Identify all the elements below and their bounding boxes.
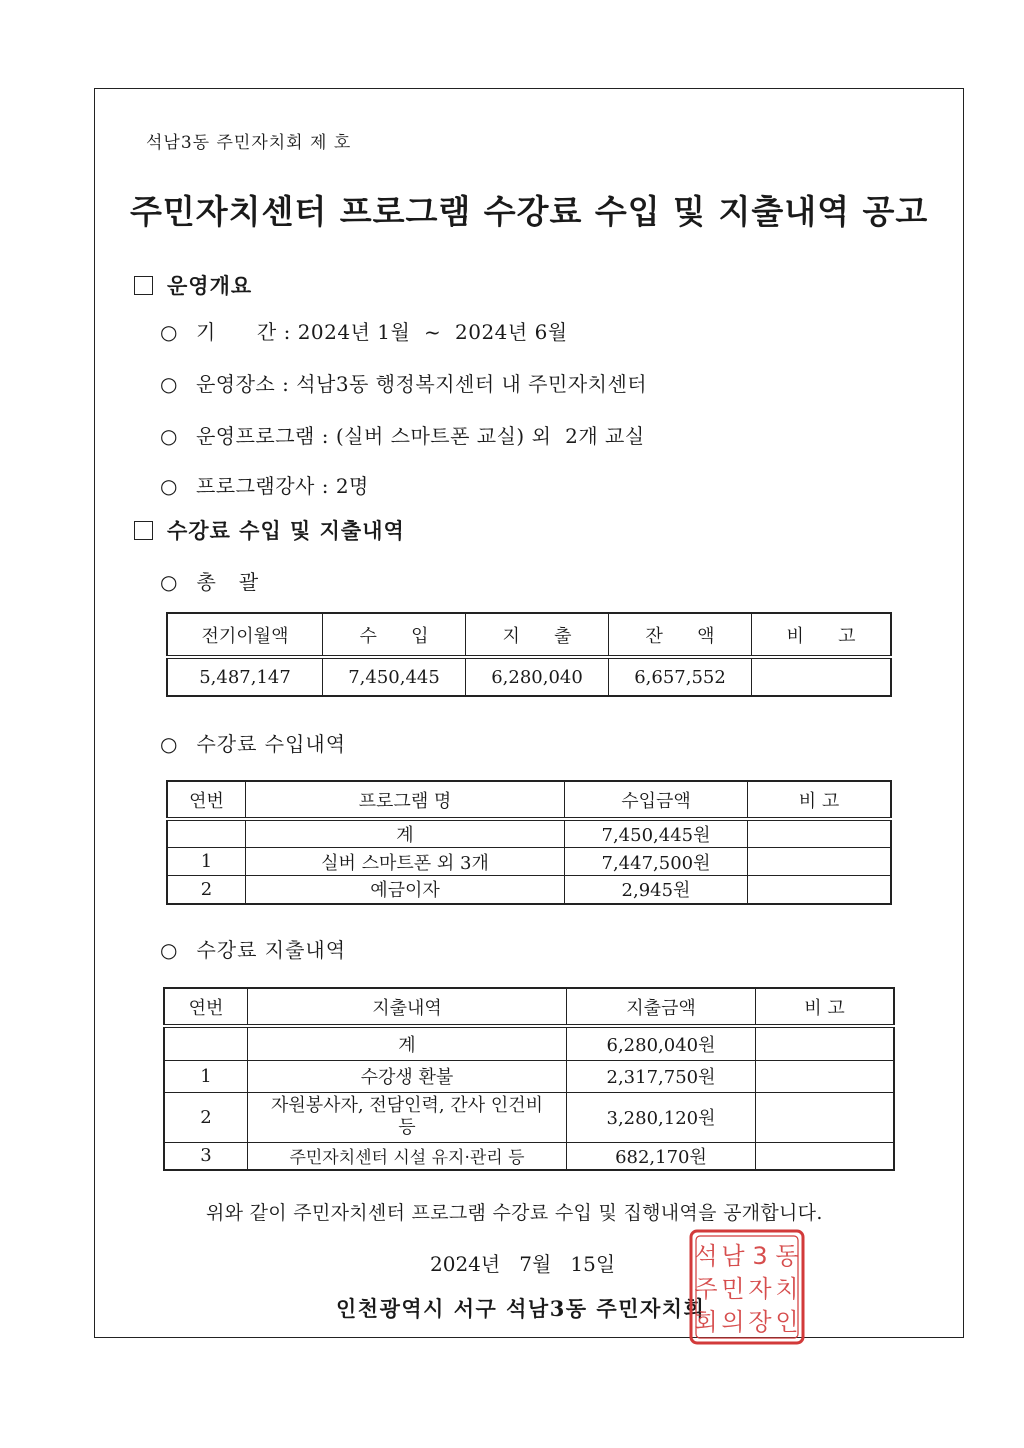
table-row: [164, 1092, 894, 1142]
income-cell-note: [748, 876, 892, 904]
seal-glyph: 회: [694, 1308, 718, 1336]
income-table: [166, 780, 892, 905]
official-seal-stamp: [688, 1228, 806, 1346]
seal-glyph: 자: [748, 1275, 772, 1303]
expense-cell-amount: 3,280,120원: [567, 1092, 756, 1142]
income-cell-name: 예금이자: [246, 876, 565, 904]
expense-cell-amount: 6,280,040원: [567, 1026, 756, 1060]
expense-cell-name: 계: [248, 1026, 567, 1060]
expense-cell-amount: 2,317,750원: [567, 1060, 756, 1092]
page-title: 주민자치센터 프로그램 수강료 수입 및 지출내역 공고: [130, 192, 929, 231]
seal-glyph: 석: [694, 1242, 718, 1270]
circle-bullet-icon: ○: [160, 474, 178, 498]
income-header-program: 프로그램 명: [246, 781, 565, 819]
summary-value-carryover: 5,487,147: [167, 657, 323, 696]
checkbox-square-icon: [134, 521, 153, 540]
seal-glyph: 의: [721, 1308, 745, 1336]
overview-item-programs: ○ 운영프로그램 : (실버 스마트폰 교실) 외 2개 교실: [160, 424, 645, 448]
overview-item-location: ○ 운영장소 : 석남3동 행정복지센터 내 주민자치센터: [160, 372, 648, 396]
seal-glyph: 장: [748, 1308, 772, 1336]
summary-value-income: 7,450,445: [323, 657, 466, 696]
summary-value-balance: 6,657,552: [609, 657, 752, 696]
table-row: [167, 848, 891, 876]
seal-glyph: 치: [775, 1275, 799, 1303]
expense-cell-name: 주민자치센터 시설 유지·관리 등: [248, 1142, 567, 1170]
expense-cell-name: 수강생 환불: [248, 1060, 567, 1092]
income-cell-note: [748, 819, 892, 848]
seal-glyph: 3: [752, 1242, 768, 1270]
summary-label: ○ 총 괄: [160, 570, 260, 594]
closing-statement: 위와 같이 주민자치센터 프로그램 수강료 수입 및 집행내역을 공개합니다.: [206, 1202, 823, 1224]
table-row: [167, 876, 891, 904]
overview-item-period: ○ 기 간 : 2024년 1월 ~ 2024년 6월: [160, 320, 568, 344]
income-cell-name: 실버 스마트폰 외 3개: [246, 848, 565, 876]
income-cell-amount: 7,447,500원: [565, 848, 748, 876]
summary-value-note: [752, 657, 892, 696]
expense-header-amount: 지출금액: [567, 988, 756, 1026]
income-cell-no: [167, 819, 246, 848]
expense-cell-amount: 682,170원: [567, 1142, 756, 1170]
circle-bullet-icon: ○: [160, 424, 178, 448]
income-label: ○ 수강료 수입내역: [160, 732, 347, 756]
income-header-amount: 수입금액: [565, 781, 748, 819]
document-number: 석남3동 주민자치회 제 호: [146, 133, 352, 153]
circle-bullet-icon: ○: [160, 732, 179, 756]
expense-cell-name: 자원봉사자, 전담인력, 간사 인건비 등: [248, 1092, 567, 1142]
checkbox-square-icon: [134, 276, 153, 295]
income-cell-no: 1: [167, 848, 246, 876]
issuer-name: 인천광역시 서구 석남3동 주민자치회: [336, 1296, 706, 1321]
expense-cell-note: [756, 1026, 895, 1060]
circle-bullet-icon: ○: [160, 570, 179, 594]
income-cell-name: 계: [246, 819, 565, 848]
circle-bullet-icon: ○: [160, 320, 178, 344]
expense-cell-note: [756, 1142, 895, 1170]
income-header-note: 비 고: [748, 781, 892, 819]
income-cell-note: [748, 848, 892, 876]
summary-header-income: 수 입: [323, 613, 466, 657]
summary-table: [166, 612, 892, 697]
expense-header-note: 비 고: [756, 988, 895, 1026]
section-heading-finance: 수강료 수입 및 지출내역: [134, 515, 405, 545]
circle-bullet-icon: ○: [160, 372, 178, 396]
expense-cell-no: [164, 1026, 248, 1060]
circle-bullet-icon: ○: [160, 938, 179, 962]
table-row: [164, 1142, 894, 1170]
seal-glyph: 주: [694, 1275, 718, 1303]
expense-cell-note: [756, 1092, 895, 1142]
seal-glyph: 남: [721, 1242, 745, 1270]
income-header-no: 연번: [167, 781, 246, 819]
seal-glyph: 민: [721, 1275, 745, 1303]
expense-label: ○ 수강료 지출내역: [160, 938, 347, 962]
expense-cell-no: 2: [164, 1092, 248, 1142]
summary-header-expense: 지 출: [466, 613, 609, 657]
expense-cell-no: 1: [164, 1060, 248, 1092]
notice-date: 2024년 7월 15일: [430, 1252, 616, 1276]
income-cell-amount: 2,945원: [565, 876, 748, 904]
expense-header-no: 연번: [164, 988, 248, 1026]
summary-header-note: 비 고: [752, 613, 892, 657]
income-cell-amount: 7,450,445원: [565, 819, 748, 848]
expense-header-item: 지출내역: [248, 988, 567, 1026]
expense-cell-no: 3: [164, 1142, 248, 1170]
income-cell-no: 2: [167, 876, 246, 904]
overview-item-instructors: ○ 프로그램강사 : 2명: [160, 474, 369, 498]
expense-cell-note: [756, 1060, 895, 1092]
table-row: [164, 1026, 894, 1060]
summary-header-balance: 잔 액: [609, 613, 752, 657]
table-row: [164, 1060, 894, 1092]
section-heading-overview: 운영개요: [134, 270, 252, 300]
table-row: [167, 819, 891, 848]
seal-glyph: 인: [775, 1308, 799, 1336]
summary-header-carryover: 전기이월액: [167, 613, 323, 657]
summary-value-expense: 6,280,040: [466, 657, 609, 696]
expense-table: [163, 987, 895, 1171]
seal-glyph: 동: [775, 1242, 799, 1270]
